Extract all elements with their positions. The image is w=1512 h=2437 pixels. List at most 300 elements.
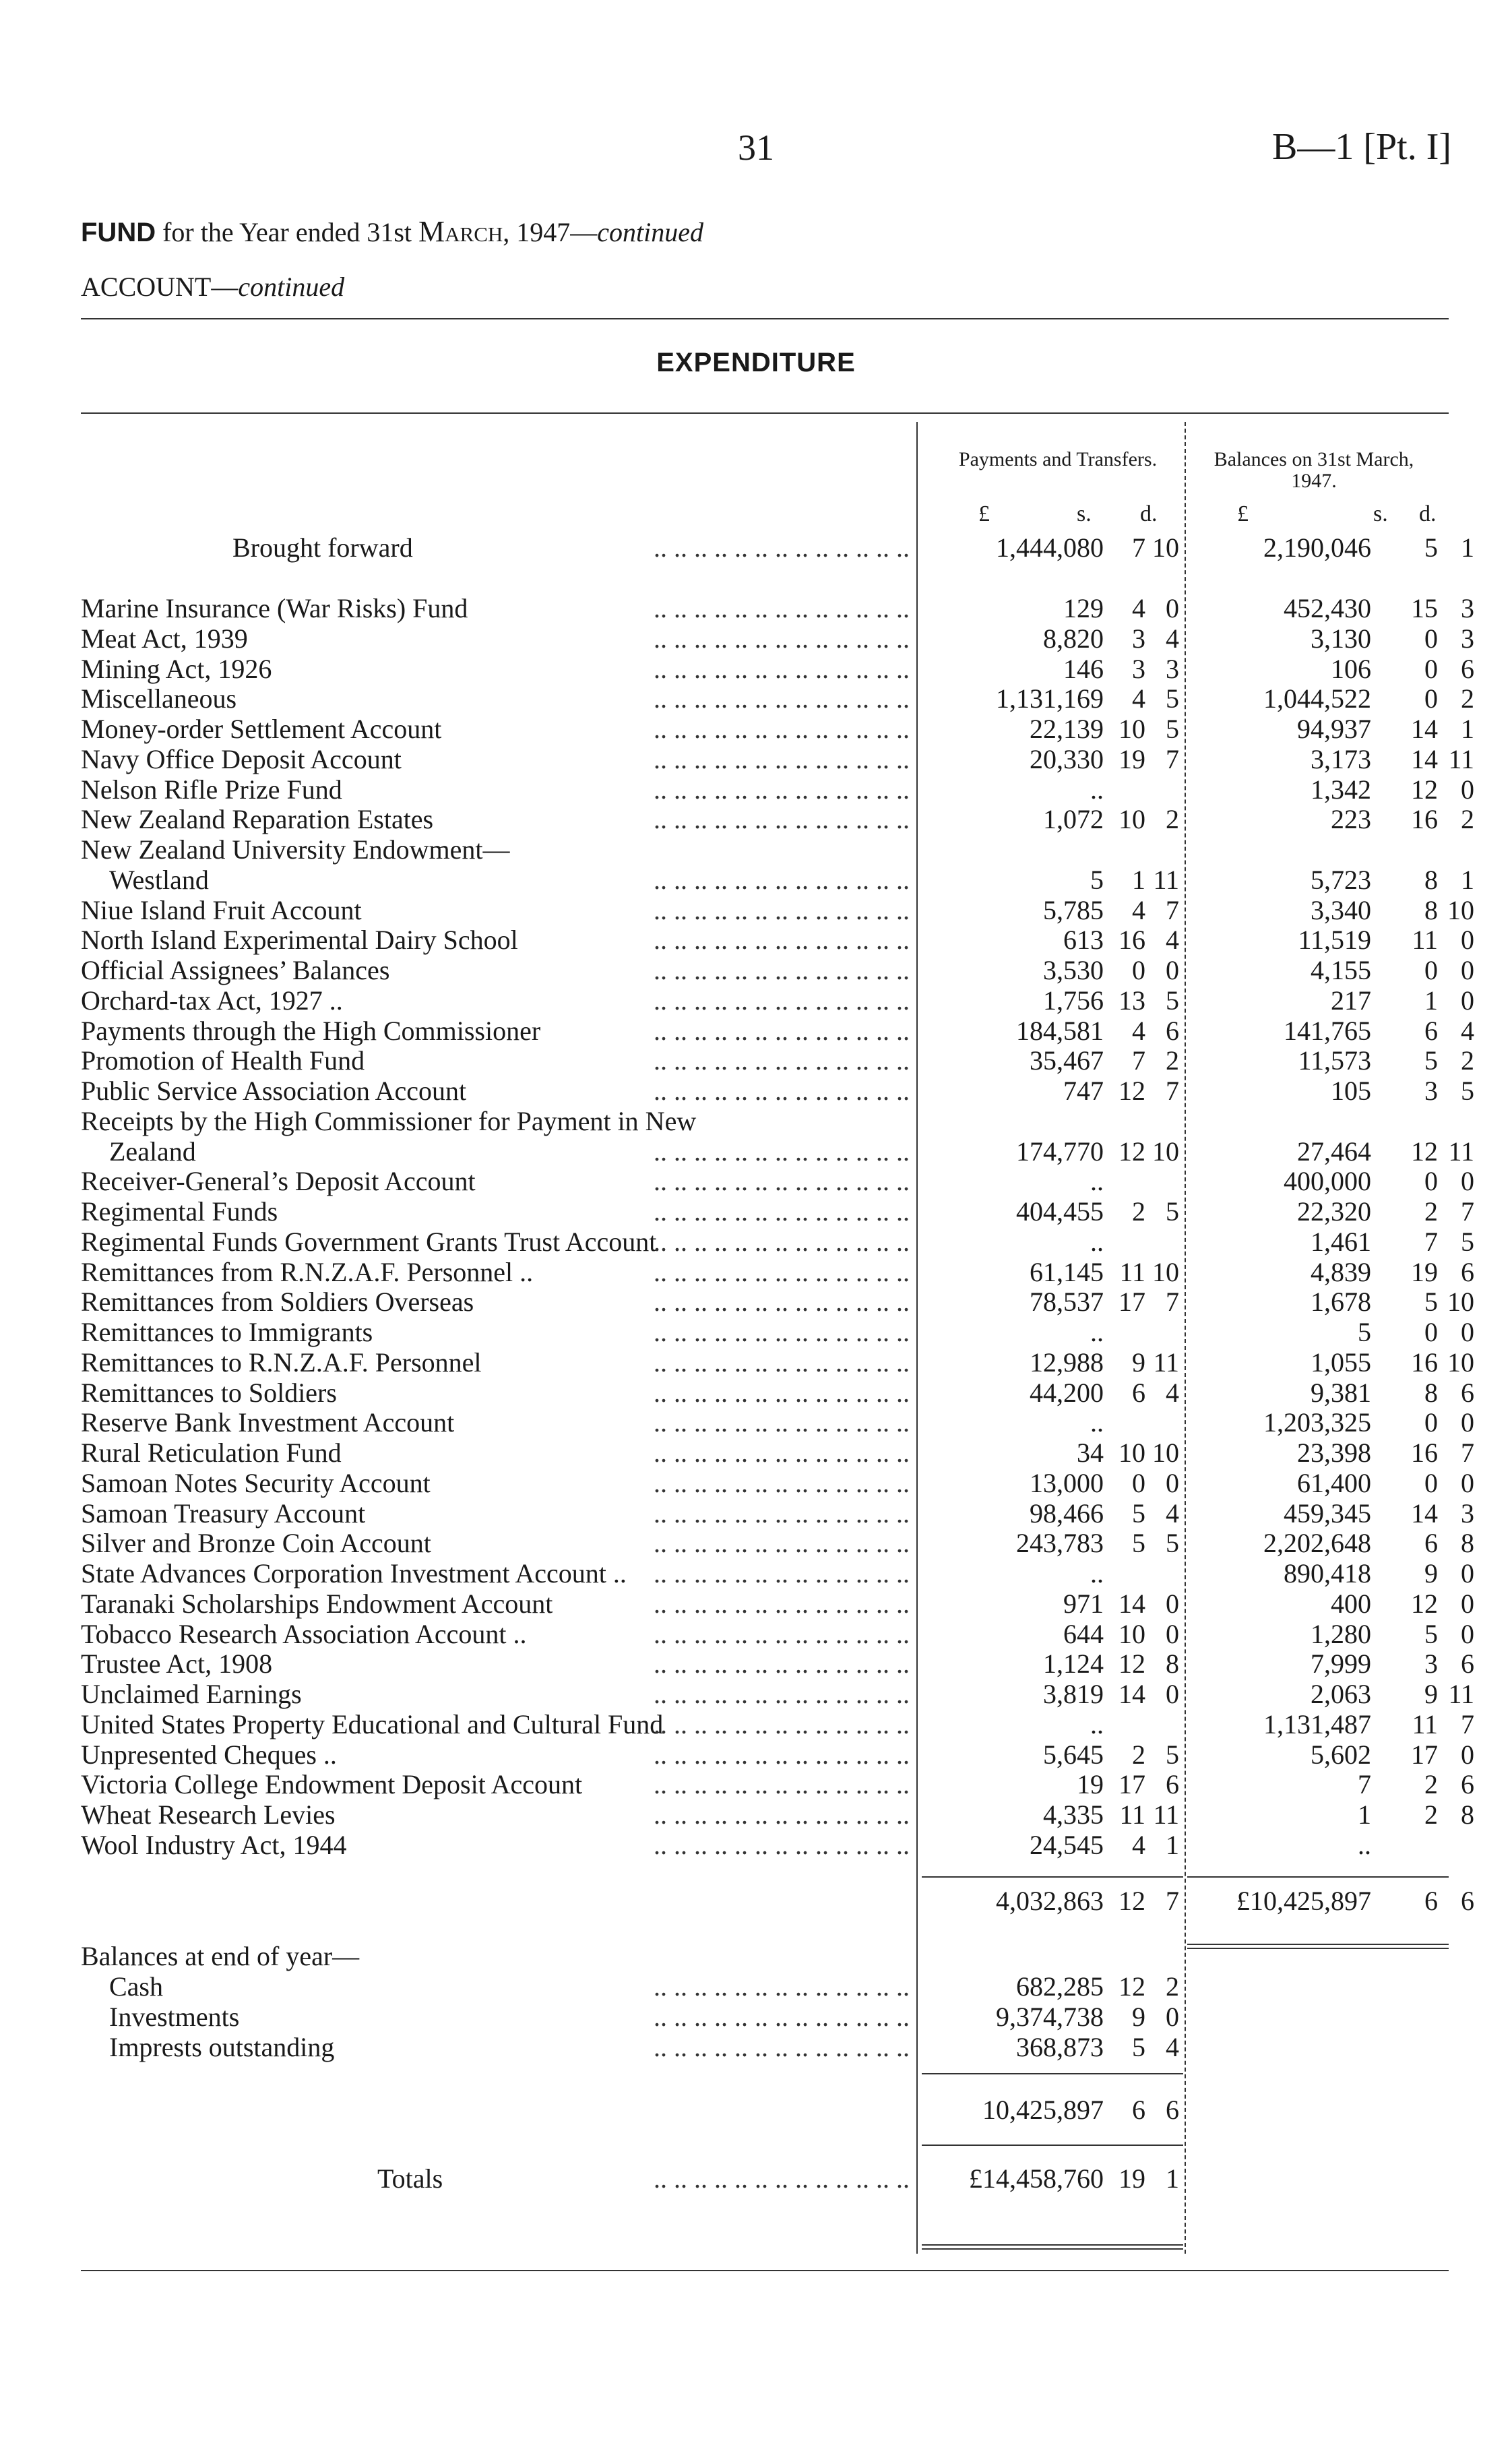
leader-dots: .. .. .. .. .. .. .. .. .. .. .. .. .. bbox=[654, 532, 910, 563]
row-label: Victoria College Endowment Deposit Account bbox=[81, 1769, 583, 1799]
payment-pounds: 174,770 bbox=[1016, 1136, 1104, 1167]
payment-pounds: 613 bbox=[1063, 925, 1104, 955]
table-row bbox=[0, 1166, 1512, 1196]
row-label: Regimental Funds bbox=[81, 1196, 278, 1227]
leader-dots: .. .. .. .. .. .. .. .. .. .. .. .. .. bbox=[654, 895, 910, 925]
payment-shillings: 2 bbox=[1132, 1196, 1145, 1227]
payment-pounds: 4,032,863 bbox=[996, 1886, 1104, 1916]
table-row bbox=[0, 2002, 1512, 2032]
balance-pence: 0 bbox=[1461, 925, 1474, 955]
payment-pence: 0 bbox=[1166, 2002, 1179, 2032]
payment-pounds: 22,139 bbox=[1030, 714, 1104, 744]
balance-shillings: 11 bbox=[1412, 925, 1438, 955]
balance-pounds: 5,723 bbox=[1311, 865, 1371, 895]
payment-pence: 4 bbox=[1166, 925, 1179, 955]
leader-dots: .. .. .. .. .. .. .. .. .. .. .. .. .. bbox=[654, 1588, 910, 1619]
payment-pounds: 61,145 bbox=[1030, 1257, 1104, 1287]
row-label: Meat Act, 1939 bbox=[81, 623, 248, 654]
balance-shillings: 6 bbox=[1424, 1528, 1438, 1558]
payment-shillings: 6 bbox=[1132, 1378, 1145, 1408]
balance-pounds: 27,464 bbox=[1297, 1136, 1371, 1167]
row-label: Official Assignees’ Balances bbox=[81, 955, 390, 985]
payment-pounds: .. bbox=[1090, 1407, 1104, 1438]
leader-dots: .. .. .. .. .. .. .. .. .. .. .. .. .. bbox=[654, 683, 910, 714]
row-label: Silver and Bronze Coin Account bbox=[81, 1528, 431, 1558]
row-label: Imprests outstanding bbox=[109, 2032, 335, 2062]
payment-pence: 11 bbox=[1153, 1347, 1179, 1378]
balance-pounds: 223 bbox=[1331, 804, 1371, 834]
subtotal-double-rule bbox=[1187, 1944, 1449, 1945]
payment-shillings: 12 bbox=[1119, 1136, 1145, 1167]
leader-dots: .. .. .. .. .. .. .. .. .. .. .. .. .. bbox=[654, 1648, 910, 1679]
leader-dots: .. .. .. .. .. .. .. .. .. .. .. .. .. bbox=[654, 1347, 910, 1378]
table-row bbox=[0, 774, 1512, 805]
table-row bbox=[0, 1588, 1512, 1619]
payment-pence: 7 bbox=[1166, 895, 1179, 925]
balance-shillings: 14 bbox=[1411, 714, 1438, 744]
payment-pounds: 10,425,897 bbox=[982, 2095, 1104, 2125]
balance-pounds: 1,678 bbox=[1311, 1287, 1371, 1317]
table-row bbox=[0, 593, 1512, 623]
payment-pence: 0 bbox=[1166, 593, 1179, 623]
leader-dots: .. .. .. .. .. .. .. .. .. .. .. .. .. bbox=[654, 1619, 910, 1649]
balance-pence: 7 bbox=[1461, 1438, 1474, 1468]
table-row bbox=[0, 683, 1512, 714]
payment-pence: 5 bbox=[1166, 985, 1179, 1016]
balance-shillings: 12 bbox=[1411, 1136, 1438, 1167]
balance-shillings: 12 bbox=[1411, 774, 1438, 805]
account-italic: continued bbox=[238, 272, 345, 302]
payment-pounds: £14,458,760 bbox=[969, 2163, 1104, 2194]
balance-pounds: 400 bbox=[1331, 1588, 1371, 1619]
payment-pence: 11 bbox=[1153, 1799, 1179, 1830]
balance-shillings: 0 bbox=[1424, 1317, 1438, 1347]
payment-pounds: 98,466 bbox=[1030, 1498, 1104, 1529]
leader-dots: .. .. .. .. .. .. .. .. .. .. .. .. .. bbox=[654, 1076, 910, 1106]
payment-pence: 4 bbox=[1166, 2032, 1179, 2062]
payment-pounds: 971 bbox=[1063, 1588, 1104, 1619]
payment-pounds: 3,819 bbox=[1043, 1679, 1104, 1709]
row-label: Zealand bbox=[109, 1136, 196, 1167]
account-label: ACCOUNT— bbox=[81, 272, 239, 302]
table-row bbox=[0, 1076, 1512, 1106]
payment-shillings: 4 bbox=[1132, 895, 1145, 925]
fund-caption bbox=[81, 214, 703, 249]
table-row bbox=[0, 985, 1512, 1016]
balance-shillings: 9 bbox=[1424, 1679, 1438, 1709]
balance-pence: 0 bbox=[1461, 955, 1474, 985]
balance-pence: 10 bbox=[1447, 895, 1474, 925]
balance-pounds: 106 bbox=[1331, 654, 1371, 684]
balance-pounds: 1,461 bbox=[1311, 1227, 1371, 1257]
table-row bbox=[0, 1619, 1512, 1649]
account-caption bbox=[81, 271, 344, 303]
row-label: Westland bbox=[109, 865, 209, 895]
balance-shillings: 1 bbox=[1424, 985, 1438, 1016]
leader-dots: .. .. .. .. .. .. .. .. .. .. .. .. .. bbox=[654, 1739, 910, 1770]
leader-dots: .. .. .. .. .. .. .. .. .. .. .. .. .. bbox=[654, 654, 910, 684]
caption-bold: FUND bbox=[81, 218, 156, 247]
balance-pounds: 1,203,325 bbox=[1263, 1407, 1371, 1438]
balance-shillings: 3 bbox=[1424, 1648, 1438, 1679]
balance-pounds: 3,173 bbox=[1311, 744, 1371, 774]
table-row bbox=[0, 1227, 1512, 1257]
payment-shillings: 4 bbox=[1132, 593, 1145, 623]
payment-pence: 2 bbox=[1166, 1971, 1179, 2002]
payment-shillings: 7 bbox=[1132, 1045, 1145, 1076]
balance-pence: 8 bbox=[1461, 1799, 1474, 1830]
payment-pence: 0 bbox=[1166, 1619, 1179, 1649]
row-label: Trustee Act, 1908 bbox=[81, 1648, 273, 1679]
payment-pounds: 9,374,738 bbox=[996, 2002, 1104, 2032]
payment-shillings: 17 bbox=[1119, 1287, 1145, 1317]
leader-dots: .. .. .. .. .. .. .. .. .. .. .. .. .. bbox=[654, 804, 910, 834]
table-row bbox=[0, 1257, 1512, 1287]
row-label: Orchard-tax Act, 1927 .. bbox=[81, 985, 343, 1016]
row-label: State Advances Corporation Investment Account .. bbox=[81, 1558, 627, 1588]
payment-pence: 10 bbox=[1152, 1257, 1179, 1287]
table-row bbox=[0, 2032, 1512, 2062]
leader-dots: .. .. .. .. .. .. .. .. .. .. .. .. .. bbox=[654, 714, 910, 744]
balance-shillings: 15 bbox=[1411, 593, 1438, 623]
table-row bbox=[0, 865, 1512, 895]
balance-shillings: 0 bbox=[1424, 1468, 1438, 1498]
caption-italic: continued bbox=[597, 217, 704, 247]
balance-shillings: 0 bbox=[1424, 654, 1438, 684]
payment-pence: 2 bbox=[1166, 1045, 1179, 1076]
leader-dots: .. .. .. .. .. .. .. .. .. .. .. .. .. bbox=[654, 865, 910, 895]
payment-pounds: 19 bbox=[1077, 1769, 1104, 1799]
payment-pence: 5 bbox=[1166, 1196, 1179, 1227]
payment-shillings: 16 bbox=[1119, 925, 1145, 955]
payment-shillings: 17 bbox=[1119, 1769, 1145, 1799]
balance-pounds: 1,044,522 bbox=[1263, 683, 1371, 714]
balance-pence: 6 bbox=[1461, 1769, 1474, 1799]
payment-pence: 0 bbox=[1166, 955, 1179, 985]
row-label: Totals bbox=[377, 2163, 443, 2194]
balance-pence: 6 bbox=[1461, 654, 1474, 684]
balance-shillings: 0 bbox=[1424, 955, 1438, 985]
row-label: Navy Office Deposit Account bbox=[81, 744, 402, 774]
leader-dots: .. .. .. .. .. .. .. .. .. .. .. .. .. bbox=[654, 1136, 910, 1167]
row-label: Remittances from R.N.Z.A.F. Personnel .. bbox=[81, 1257, 534, 1287]
balance-pounds: 105 bbox=[1331, 1076, 1371, 1106]
payment-pounds: 243,783 bbox=[1016, 1528, 1104, 1558]
balance-pounds: 1,342 bbox=[1311, 774, 1371, 805]
balance-pounds: 7 bbox=[1358, 1769, 1371, 1799]
row-label: Niue Island Fruit Account bbox=[81, 895, 362, 925]
leader-dots: .. .. .. .. .. .. .. .. .. .. .. .. .. bbox=[654, 1799, 910, 1830]
row-label: Unclaimed Earnings bbox=[81, 1679, 302, 1709]
payment-pence: 11 bbox=[1153, 865, 1179, 895]
table-row bbox=[0, 955, 1512, 985]
balance-pounds: 11,573 bbox=[1298, 1045, 1371, 1076]
payment-pence: 0 bbox=[1166, 1468, 1179, 1498]
payment-shillings: 14 bbox=[1119, 1679, 1145, 1709]
balance-pounds: 5,602 bbox=[1311, 1739, 1371, 1770]
table-row bbox=[0, 1287, 1512, 1317]
balance-pounds: 4,155 bbox=[1311, 955, 1371, 985]
balance-shillings: 6 bbox=[1424, 1886, 1438, 1916]
balance-pounds: 2,063 bbox=[1311, 1679, 1371, 1709]
payment-pence: 3 bbox=[1166, 654, 1179, 684]
table-row bbox=[0, 1769, 1512, 1799]
payment-pounds: 129 bbox=[1063, 593, 1104, 623]
payment-pence: 0 bbox=[1166, 1679, 1179, 1709]
leader-dots: .. .. .. .. .. .. .. .. .. .. .. .. .. bbox=[654, 1378, 910, 1408]
payments-column-heading: Payments and Transfers. bbox=[958, 448, 1158, 470]
yearend-rule bbox=[922, 2073, 1183, 2074]
payment-pounds: .. bbox=[1090, 1558, 1104, 1588]
table-row bbox=[0, 1886, 1512, 1916]
balance-pounds: £10,425,897 bbox=[1236, 1886, 1371, 1916]
balance-pence: 0 bbox=[1461, 1619, 1474, 1649]
balance-shillings: 5 bbox=[1424, 532, 1438, 563]
balance-pounds: 94,937 bbox=[1297, 714, 1371, 744]
payment-shillings: 19 bbox=[1119, 744, 1145, 774]
balance-pounds: 400,000 bbox=[1284, 1166, 1371, 1196]
payment-pounds: 644 bbox=[1063, 1619, 1104, 1649]
payment-pounds: 682,285 bbox=[1016, 1971, 1104, 2002]
balance-shillings: 5 bbox=[1424, 1287, 1438, 1317]
payment-shillings: 0 bbox=[1132, 1468, 1145, 1498]
payment-pounds: 34 bbox=[1077, 1438, 1104, 1468]
balance-shillings: 7 bbox=[1424, 1227, 1438, 1257]
table-row bbox=[0, 1558, 1512, 1588]
balance-pounds: 890,418 bbox=[1284, 1558, 1371, 1588]
payment-shillings: 11 bbox=[1119, 1799, 1145, 1830]
balance-shillings: 8 bbox=[1424, 865, 1438, 895]
table-row bbox=[0, 2163, 1512, 2194]
balance-pence: 6 bbox=[1461, 1378, 1474, 1408]
balance-shillings: 6 bbox=[1424, 1016, 1438, 1046]
payment-shillings: 19 bbox=[1119, 2163, 1145, 2194]
header-rule bbox=[81, 412, 1449, 414]
payment-pounds: 3,530 bbox=[1043, 955, 1104, 985]
payment-pounds: 1,131,169 bbox=[996, 683, 1104, 714]
leader-dots: .. .. .. .. .. .. .. .. .. .. .. .. .. bbox=[654, 1679, 910, 1709]
payment-pounds: 35,467 bbox=[1030, 1045, 1104, 1076]
balance-pounds: 7,999 bbox=[1311, 1648, 1371, 1679]
row-label: Samoan Treasury Account bbox=[81, 1498, 366, 1529]
payment-shillings: 12 bbox=[1119, 1076, 1145, 1106]
leader-dots: .. .. .. .. .. .. .. .. .. .. .. .. .. bbox=[654, 955, 910, 985]
balance-pence: 11 bbox=[1448, 744, 1474, 774]
payment-shillings: 6 bbox=[1132, 2095, 1145, 2125]
payment-pence: 4 bbox=[1166, 1498, 1179, 1529]
balance-pounds: 61,400 bbox=[1297, 1468, 1371, 1498]
leader-dots: .. .. .. .. .. .. .. .. .. .. .. .. .. bbox=[654, 1227, 910, 1257]
balance-pence: 5 bbox=[1461, 1227, 1474, 1257]
payment-pounds: .. bbox=[1090, 1709, 1104, 1739]
leader-dots: .. .. .. .. .. .. .. .. .. .. .. .. .. bbox=[654, 1468, 910, 1498]
payment-pence: 1 bbox=[1166, 2163, 1179, 2194]
payment-pence: 6 bbox=[1166, 2095, 1179, 2125]
table-row bbox=[0, 714, 1512, 744]
balance-pounds: 9,381 bbox=[1311, 1378, 1371, 1408]
balance-pence: 8 bbox=[1461, 1528, 1474, 1558]
balance-shillings: 16 bbox=[1411, 1347, 1438, 1378]
balance-pounds: 1 bbox=[1358, 1799, 1371, 1830]
leader-dots: .. .. .. .. .. .. .. .. .. .. .. .. .. bbox=[654, 1971, 910, 2002]
balance-pence: 3 bbox=[1461, 623, 1474, 654]
row-label: Balances at end of year— bbox=[81, 1941, 360, 1971]
row-label: United States Property Educational and Cultural Fund bbox=[81, 1709, 664, 1739]
payment-shillings: 13 bbox=[1119, 985, 1145, 1016]
table-row bbox=[0, 1438, 1512, 1468]
row-label: Remittances to R.N.Z.A.F. Personnel bbox=[81, 1347, 482, 1378]
balance-pence: 2 bbox=[1461, 1045, 1474, 1076]
balance-shillings: 11 bbox=[1412, 1709, 1438, 1739]
table-row bbox=[0, 895, 1512, 925]
table-row bbox=[0, 1799, 1512, 1830]
table-row bbox=[0, 1971, 1512, 2002]
balance-shillings: 2 bbox=[1424, 1799, 1438, 1830]
payment-pence: 1 bbox=[1166, 1830, 1179, 1860]
totals-double-rule-2 bbox=[922, 2248, 1183, 2250]
payment-pence: 0 bbox=[1166, 1588, 1179, 1619]
row-label: Wool Industry Act, 1944 bbox=[81, 1830, 347, 1860]
payment-pence: 5 bbox=[1166, 1739, 1179, 1770]
row-label: Miscellaneous bbox=[81, 683, 237, 714]
payment-pence: 6 bbox=[1166, 1769, 1179, 1799]
balance-pence: 2 bbox=[1461, 683, 1474, 714]
row-label: New Zealand Reparation Estates bbox=[81, 804, 434, 834]
row-label: Remittances to Immigrants bbox=[81, 1317, 373, 1347]
caption-text-1: for the Year ended 31st bbox=[156, 217, 419, 247]
balance-pence: 7 bbox=[1461, 1196, 1474, 1227]
table-row bbox=[0, 744, 1512, 774]
leader-dots: .. .. .. .. .. .. .. .. .. .. .. .. .. bbox=[654, 2032, 910, 2062]
row-label: North Island Experimental Dairy School bbox=[81, 925, 518, 955]
payment-pounds: 1,124 bbox=[1043, 1648, 1104, 1679]
balance-pence: 11 bbox=[1448, 1136, 1474, 1167]
payment-shillings: 14 bbox=[1119, 1588, 1145, 1619]
payment-pounds: 24,545 bbox=[1030, 1830, 1104, 1860]
row-label: Payments through the High Commissioner bbox=[81, 1016, 541, 1046]
table-row bbox=[0, 532, 1512, 563]
row-label: Mining Act, 1926 bbox=[81, 654, 272, 684]
balance-pence: 0 bbox=[1461, 1739, 1474, 1770]
leader-dots: .. .. .. .. .. .. .. .. .. .. .. .. .. bbox=[654, 1196, 910, 1227]
balance-shillings: 16 bbox=[1411, 804, 1438, 834]
table-row bbox=[0, 1739, 1512, 1770]
balance-pounds: 1,055 bbox=[1311, 1347, 1371, 1378]
payments-pound-unit: £ bbox=[978, 501, 990, 526]
payment-pounds: 184,581 bbox=[1016, 1016, 1104, 1046]
balance-pounds: 2,202,648 bbox=[1263, 1528, 1371, 1558]
table-row bbox=[0, 1378, 1512, 1408]
page-number: 31 bbox=[738, 127, 774, 168]
balance-pence: 0 bbox=[1461, 1407, 1474, 1438]
balance-shillings: 8 bbox=[1424, 895, 1438, 925]
row-label: Regimental Funds Government Grants Trust Account bbox=[81, 1227, 657, 1257]
balance-pence: 0 bbox=[1461, 1166, 1474, 1196]
payment-shillings: 7 bbox=[1132, 532, 1145, 563]
subtotal-rule-payments bbox=[922, 1876, 1183, 1878]
payment-pence: 7 bbox=[1166, 1886, 1179, 1916]
balance-pounds: 1,280 bbox=[1311, 1619, 1371, 1649]
balance-pounds: 3,130 bbox=[1311, 623, 1371, 654]
table-row bbox=[0, 1136, 1512, 1167]
row-label: Unpresented Cheques .. bbox=[81, 1739, 337, 1770]
subtotal-double-rule-2 bbox=[1187, 1948, 1449, 1949]
balance-shillings: 19 bbox=[1411, 1257, 1438, 1287]
balance-pence: 1 bbox=[1461, 865, 1474, 895]
payment-pence: 8 bbox=[1166, 1648, 1179, 1679]
totals-double-rule-1 bbox=[922, 2244, 1183, 2246]
payment-pounds: 12,988 bbox=[1030, 1347, 1104, 1378]
row-label: Receiver-General’s Deposit Account bbox=[81, 1166, 476, 1196]
payment-shillings: 12 bbox=[1119, 1648, 1145, 1679]
balance-pounds: 459,345 bbox=[1284, 1498, 1371, 1529]
payment-pence: 10 bbox=[1152, 1438, 1179, 1468]
row-label: Brought forward bbox=[232, 532, 413, 563]
payment-pence: 7 bbox=[1166, 744, 1179, 774]
leader-dots: .. .. .. .. .. .. .. .. .. .. .. .. .. bbox=[654, 1317, 910, 1347]
table-row bbox=[0, 1196, 1512, 1227]
balances-pence-unit: d. bbox=[1419, 501, 1437, 526]
row-label: Nelson Rifle Prize Fund bbox=[81, 774, 342, 805]
leader-dots: .. .. .. .. .. .. .. .. .. .. .. .. .. bbox=[654, 985, 910, 1016]
leader-dots: .. .. .. .. .. .. .. .. .. .. .. .. .. bbox=[654, 1709, 910, 1739]
row-label: Taranaki Scholarships Endowment Account bbox=[81, 1588, 553, 1619]
table-row bbox=[0, 1830, 1512, 1860]
leader-dots: .. .. .. .. .. .. .. .. .. .. .. .. .. bbox=[654, 1287, 910, 1317]
leader-dots: .. .. .. .. .. .. .. .. .. .. .. .. .. bbox=[654, 1830, 910, 1860]
payment-shillings: 4 bbox=[1132, 1830, 1145, 1860]
balance-shillings: 0 bbox=[1424, 623, 1438, 654]
row-label: Public Service Association Account bbox=[81, 1076, 467, 1106]
leader-dots: .. .. .. .. .. .. .. .. .. .. .. .. .. bbox=[654, 1438, 910, 1468]
balance-shillings: 2 bbox=[1424, 1769, 1438, 1799]
payment-pounds: 8,820 bbox=[1043, 623, 1104, 654]
payment-pounds: 5,785 bbox=[1043, 895, 1104, 925]
payments-pence-unit: d. bbox=[1140, 501, 1158, 526]
balance-shillings: 14 bbox=[1411, 744, 1438, 774]
payment-shillings: 5 bbox=[1132, 2032, 1145, 2062]
caption-month: March bbox=[418, 215, 503, 248]
payment-shillings: 9 bbox=[1132, 2002, 1145, 2032]
leader-dots: .. .. .. .. .. .. .. .. .. .. .. .. .. bbox=[654, 1558, 910, 1588]
balance-pounds: 2,190,046 bbox=[1263, 532, 1371, 563]
table-row bbox=[0, 1045, 1512, 1076]
balance-pounds: 141,765 bbox=[1284, 1016, 1371, 1046]
balance-pence: 1 bbox=[1461, 532, 1474, 563]
leader-dots: .. .. .. .. .. .. .. .. .. .. .. .. .. bbox=[654, 1528, 910, 1558]
balance-shillings: 0 bbox=[1424, 1166, 1438, 1196]
table-row bbox=[0, 1709, 1512, 1739]
leader-dots: .. .. .. .. .. .. .. .. .. .. .. .. .. bbox=[654, 1016, 910, 1046]
subtotal-rule-balances bbox=[1187, 1876, 1449, 1878]
top-rule bbox=[81, 318, 1449, 319]
table-row bbox=[0, 1648, 1512, 1679]
balance-pence: 10 bbox=[1447, 1347, 1474, 1378]
balance-pounds: 1,131,487 bbox=[1263, 1709, 1371, 1739]
row-label: Receipts by the High Commissioner for Payment in New bbox=[81, 1106, 697, 1136]
balance-pounds: 5 bbox=[1358, 1317, 1371, 1347]
balance-shillings: 0 bbox=[1424, 1407, 1438, 1438]
payment-pounds: 20,330 bbox=[1030, 744, 1104, 774]
balance-pence: 0 bbox=[1461, 1558, 1474, 1588]
payment-shillings: 2 bbox=[1132, 1739, 1145, 1770]
table-row bbox=[0, 804, 1512, 834]
balance-pence: 3 bbox=[1461, 593, 1474, 623]
row-label: Tobacco Research Association Account .. bbox=[81, 1619, 527, 1649]
payment-pence: 4 bbox=[1166, 1378, 1179, 1408]
payment-pence: 10 bbox=[1152, 1136, 1179, 1167]
balance-shillings: 5 bbox=[1424, 1619, 1438, 1649]
